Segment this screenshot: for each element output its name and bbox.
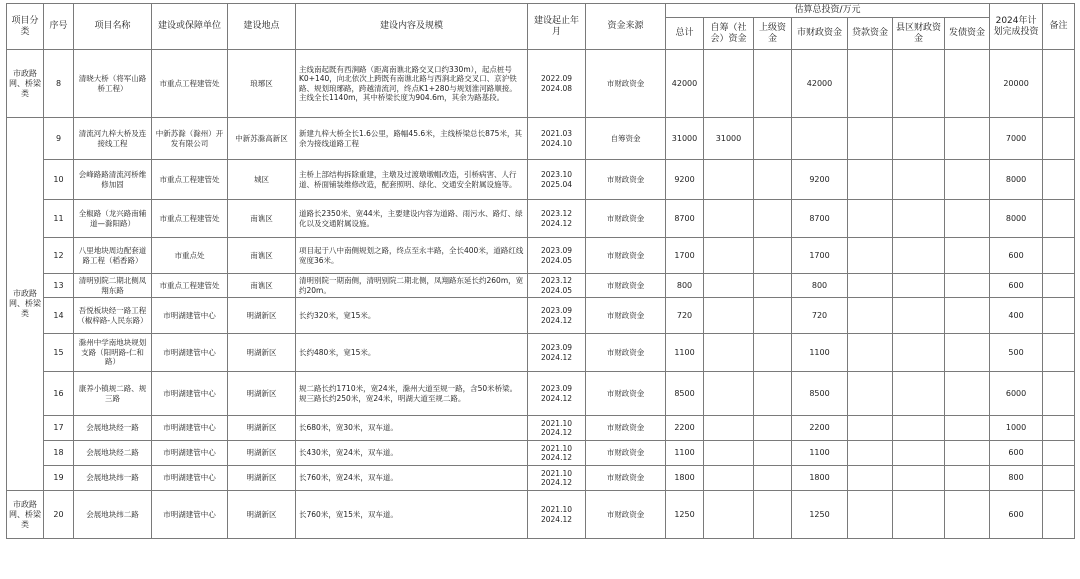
table-row: [7, 200, 1075, 238]
row-loan: [848, 50, 893, 118]
header-location: 建设地点: [228, 4, 296, 50]
row-bond: [945, 200, 990, 238]
row-district: [893, 298, 945, 334]
row-remark: [1043, 334, 1075, 372]
row-name: 清流河九梓大桥及连接线工程: [74, 118, 152, 160]
header-self: 自筹（社会）资金: [704, 18, 754, 50]
row-unit: 市重点工程建管处: [152, 274, 228, 298]
row-total: 1250: [666, 491, 704, 539]
row-plan: 500: [990, 334, 1043, 372]
row-city: [792, 118, 848, 160]
row-location: 中新苏滁高新区: [228, 118, 296, 160]
row-total: 9200: [666, 160, 704, 200]
row-period: 2023.10 2025.04: [528, 160, 586, 200]
row-loan: [848, 372, 893, 416]
row-remark: [1043, 491, 1075, 539]
row-upper: [754, 50, 792, 118]
table-row: [7, 238, 1075, 274]
row-loan: [848, 441, 893, 466]
row-upper: [754, 160, 792, 200]
row-district: [893, 274, 945, 298]
row-content: 长约320米，宽15米。: [296, 298, 528, 334]
row-unit: 市明湖建管中心: [152, 298, 228, 334]
row-seq: 19: [44, 466, 74, 491]
row-name: 康养小镇规二路、规三路: [74, 372, 152, 416]
row-period: 2023.12 2024.05: [528, 274, 586, 298]
row-fund: 市财政资金: [586, 466, 666, 491]
row-content: 长760米，宽15米，双车道。: [296, 491, 528, 539]
row-total: 720: [666, 298, 704, 334]
header-plan: 2024年计划完成投资: [990, 4, 1043, 50]
row-seq: 14: [44, 298, 74, 334]
row-fund: 市财政资金: [586, 334, 666, 372]
row-city: 1700: [792, 238, 848, 274]
row-seq: 9: [44, 118, 74, 160]
row-loan: [848, 298, 893, 334]
row-name: 会展地块纬二路: [74, 491, 152, 539]
row-content: 长760米，宽24米，双车道。: [296, 466, 528, 491]
row-seq: 17: [44, 416, 74, 441]
header-city: 市财政资金: [792, 18, 848, 50]
row-name: 八里地块周边配套道路工程（稻香路）: [74, 238, 152, 274]
row-period: 2021.10 2024.12: [528, 466, 586, 491]
row-total: 42000: [666, 50, 704, 118]
row-city: 1100: [792, 334, 848, 372]
row-total: 1100: [666, 441, 704, 466]
row-content: 规二路长约1710米，宽24米，滁州大道至规一路，含50米桥梁。规三路长约250米，宽24米，明湖大道至规二路。: [296, 372, 528, 416]
row-content: 长约480米，宽15米。: [296, 334, 528, 372]
row-loan: [848, 274, 893, 298]
header-bond: 发债资金: [945, 18, 990, 50]
row-bond: [945, 50, 990, 118]
row-seq: 15: [44, 334, 74, 372]
header-unit: 建设或保障单位: [152, 4, 228, 50]
row-remark: [1043, 298, 1075, 334]
row-remark: [1043, 118, 1075, 160]
row-bond: [945, 160, 990, 200]
row-district: [893, 160, 945, 200]
row-content: 主桥上部结构拆除重建，主墩及过渡墩墩帽改造，引桥病害、人行道、桥面铺装维修改造，配套照明、绿化、交通安全附属设施等。: [296, 160, 528, 200]
row-self: [704, 334, 754, 372]
row-unit: 市重点工程建管处: [152, 160, 228, 200]
row-district: [893, 50, 945, 118]
row-unit: 市明湖建管中心: [152, 334, 228, 372]
row-city: 8500: [792, 372, 848, 416]
row-category: 市政路网、桥梁类: [7, 118, 44, 491]
row-total: 8500: [666, 372, 704, 416]
header-district: 县区财政资金: [893, 18, 945, 50]
row-bond: [945, 334, 990, 372]
row-total: 1800: [666, 466, 704, 491]
row-upper: [754, 238, 792, 274]
table-row: [7, 416, 1075, 441]
row-seq: 20: [44, 491, 74, 539]
row-location: 明湖新区: [228, 298, 296, 334]
row-fund: 市财政资金: [586, 160, 666, 200]
row-period: 2023.09 2024.12: [528, 372, 586, 416]
row-unit: 市明湖建管中心: [152, 491, 228, 539]
row-self: [704, 466, 754, 491]
row-plan: 600: [990, 274, 1043, 298]
row-plan: 800: [990, 466, 1043, 491]
row-name: 会展地块经二路: [74, 441, 152, 466]
row-period: 2021.03 2024.10: [528, 118, 586, 160]
row-unit: 市重点处: [152, 238, 228, 274]
row-content: 长680米，宽30米，双车道。: [296, 416, 528, 441]
header-invest-group: 估算总投资/万元: [666, 4, 990, 18]
row-bond: [945, 298, 990, 334]
row-bond: [945, 238, 990, 274]
row-loan: [848, 238, 893, 274]
table-row: [7, 50, 1075, 118]
row-unit: 市明湖建管中心: [152, 466, 228, 491]
row-city: 800: [792, 274, 848, 298]
row-city: 720: [792, 298, 848, 334]
row-content: 道路长2350米、宽44米，主要建设内容为道路、雨污水、路灯、绿化以及交通附属设施。: [296, 200, 528, 238]
row-bond: [945, 274, 990, 298]
row-plan: 600: [990, 491, 1043, 539]
row-district: [893, 416, 945, 441]
row-unit: 市明湖建管中心: [152, 372, 228, 416]
header-name: 项目名称: [74, 4, 152, 50]
row-upper: [754, 334, 792, 372]
row-location: 琅琊区: [228, 50, 296, 118]
row-period: 2023.09 2024.12: [528, 298, 586, 334]
row-name: 全椒路（龙兴路南辅道—滁阳路）: [74, 200, 152, 238]
row-self: [704, 372, 754, 416]
row-fund: 市财政资金: [586, 274, 666, 298]
header-fund-source: 资金来源: [586, 4, 666, 50]
row-total: 8700: [666, 200, 704, 238]
row-plan: 600: [990, 238, 1043, 274]
row-bond: [945, 416, 990, 441]
row-bond: [945, 466, 990, 491]
project-table-container: [6, 3, 1074, 539]
row-loan: [848, 491, 893, 539]
row-content: 长430米，宽24米，双车道。: [296, 441, 528, 466]
row-period: 2023.12 2024.12: [528, 200, 586, 238]
row-city: 9200: [792, 160, 848, 200]
row-district: [893, 372, 945, 416]
row-self: [704, 238, 754, 274]
row-remark: [1043, 160, 1075, 200]
row-upper: [754, 491, 792, 539]
row-remark: [1043, 416, 1075, 441]
row-content: 清明别院一期南侧，清明别院二期北侧，凤翔路东延长约260m，宽约20m。: [296, 274, 528, 298]
table-row: [7, 372, 1075, 416]
row-district: [893, 118, 945, 160]
row-self: [704, 416, 754, 441]
row-loan: [848, 160, 893, 200]
row-name: 会展地块经一路: [74, 416, 152, 441]
row-plan: 8000: [990, 160, 1043, 200]
row-upper: [754, 200, 792, 238]
row-name: 会峰路路清流河桥维修加固: [74, 160, 152, 200]
table-body: [7, 50, 1075, 539]
row-self: [704, 200, 754, 238]
row-loan: [848, 200, 893, 238]
row-district: [893, 238, 945, 274]
row-seq: 13: [44, 274, 74, 298]
row-total: 800: [666, 274, 704, 298]
row-period: 2021.10 2024.12: [528, 441, 586, 466]
row-location: 南谯区: [228, 200, 296, 238]
row-upper: [754, 274, 792, 298]
row-remark: [1043, 238, 1075, 274]
row-plan: 400: [990, 298, 1043, 334]
row-period: 2023.09 2024.05: [528, 238, 586, 274]
row-loan: [848, 466, 893, 491]
row-city: 1100: [792, 441, 848, 466]
table-row: [7, 160, 1075, 200]
row-plan: 1000: [990, 416, 1043, 441]
row-period: 2021.10 2024.12: [528, 416, 586, 441]
row-self: [704, 441, 754, 466]
row-content: 新建九梓大桥全长1.6公里，路幅45.6米，主线桥梁总长875米，其余为接线道路工程: [296, 118, 528, 160]
row-upper: [754, 372, 792, 416]
header-remark: 备注: [1043, 4, 1075, 50]
table-row: [7, 118, 1075, 160]
row-seq: 8: [44, 50, 74, 118]
row-unit: 市明湖建管中心: [152, 441, 228, 466]
row-loan: [848, 416, 893, 441]
row-remark: [1043, 50, 1075, 118]
row-district: [893, 466, 945, 491]
row-district: [893, 491, 945, 539]
row-bond: [945, 491, 990, 539]
row-fund: 市财政资金: [586, 238, 666, 274]
row-location: 明湖新区: [228, 466, 296, 491]
row-location: 明湖新区: [228, 416, 296, 441]
row-unit: 市重点工程建管处: [152, 50, 228, 118]
row-seq: 18: [44, 441, 74, 466]
row-location: 南谯区: [228, 274, 296, 298]
row-content: 项目起于八中南侧规划之路，终点至永丰路，全长400米，道路红线宽度36米。: [296, 238, 528, 274]
row-fund: 市财政资金: [586, 441, 666, 466]
row-city: 1800: [792, 466, 848, 491]
row-plan: 6000: [990, 372, 1043, 416]
row-remark: [1043, 200, 1075, 238]
row-loan: [848, 334, 893, 372]
row-bond: [945, 441, 990, 466]
row-location: 明湖新区: [228, 491, 296, 539]
row-upper: [754, 118, 792, 160]
project-table: [6, 3, 1075, 539]
row-bond: [945, 372, 990, 416]
row-total: 1700: [666, 238, 704, 274]
row-location: 南谯区: [228, 238, 296, 274]
row-total: 31000: [666, 118, 704, 160]
row-city: 42000: [792, 50, 848, 118]
row-self: [704, 298, 754, 334]
row-remark: [1043, 441, 1075, 466]
row-unit: 中新苏滁（滁州）开发有限公司: [152, 118, 228, 160]
row-remark: [1043, 274, 1075, 298]
row-self: 31000: [704, 118, 754, 160]
row-period: 2023.09 2024.12: [528, 334, 586, 372]
row-name: 会展地块纬一路: [74, 466, 152, 491]
header-upper: 上级资金: [754, 18, 792, 50]
row-seq: 10: [44, 160, 74, 200]
row-loan: [848, 118, 893, 160]
row-remark: [1043, 372, 1075, 416]
row-name: 清晓大桥（将军山路桥工程）: [74, 50, 152, 118]
table-row: [7, 334, 1075, 372]
row-district: [893, 441, 945, 466]
row-total: 1100: [666, 334, 704, 372]
row-name: 清明别院二期北侧凤翔东路: [74, 274, 152, 298]
row-city: 1250: [792, 491, 848, 539]
row-self: [704, 491, 754, 539]
row-self: [704, 160, 754, 200]
row-fund: 自筹资金: [586, 118, 666, 160]
row-total: 2200: [666, 416, 704, 441]
row-upper: [754, 416, 792, 441]
row-category: 市政路网、桥梁类: [7, 50, 44, 118]
row-self: [704, 274, 754, 298]
row-location: 明湖新区: [228, 441, 296, 466]
row-plan: 600: [990, 441, 1043, 466]
row-fund: 市财政资金: [586, 491, 666, 539]
row-seq: 11: [44, 200, 74, 238]
row-unit: 市重点工程建管处: [152, 200, 228, 238]
row-remark: [1043, 466, 1075, 491]
row-city: 2200: [792, 416, 848, 441]
row-plan: 7000: [990, 118, 1043, 160]
header-seq: 序号: [44, 4, 74, 50]
header-period: 建设起止年月: [528, 4, 586, 50]
row-name: 滁州中学南地块规划支路（阳明路-仁和路）: [74, 334, 152, 372]
header-category: 项目分类: [7, 4, 44, 50]
row-location: 明湖新区: [228, 334, 296, 372]
row-district: [893, 200, 945, 238]
row-fund: 市财政资金: [586, 200, 666, 238]
row-seq: 16: [44, 372, 74, 416]
row-name: 吾悦板块经一路工程（椒梓路-人民东路）: [74, 298, 152, 334]
row-bond: [945, 118, 990, 160]
row-content: 主线南起既有西涧路（距离南谯北路交叉口约330m），起点桩号K0+140，向北依次上跨既有南谯北路与西涧北路交叉口、京沪铁路、规划琅琊路，跨越清流河，终点K1+280与规划淮河路顺接。主线全长1140m，其中桥梁长度为904.6m，其余为路基段。: [296, 50, 528, 118]
row-upper: [754, 466, 792, 491]
row-fund: 市财政资金: [586, 372, 666, 416]
row-unit: 市明湖建管中心: [152, 416, 228, 441]
table-row: [7, 466, 1075, 491]
header-content: 建设内容及规模: [296, 4, 528, 50]
header-loan: 贷款资金: [848, 18, 893, 50]
row-fund: 市财政资金: [586, 50, 666, 118]
row-period: 2022.09 2024.08: [528, 50, 586, 118]
row-location: 城区: [228, 160, 296, 200]
row-plan: 20000: [990, 50, 1043, 118]
row-location: 明湖新区: [228, 372, 296, 416]
row-fund: 市财政资金: [586, 416, 666, 441]
table-row: [7, 491, 1075, 539]
row-self: [704, 50, 754, 118]
row-seq: 12: [44, 238, 74, 274]
row-period: 2021.10 2024.12: [528, 491, 586, 539]
row-category: 市政路网、桥梁类: [7, 491, 44, 539]
row-upper: [754, 441, 792, 466]
table-row: [7, 298, 1075, 334]
row-district: [893, 334, 945, 372]
row-upper: [754, 298, 792, 334]
row-city: 8700: [792, 200, 848, 238]
header-total: 总计: [666, 18, 704, 50]
table-row: [7, 441, 1075, 466]
table-row: [7, 274, 1075, 298]
row-plan: 8000: [990, 200, 1043, 238]
row-fund: 市财政资金: [586, 298, 666, 334]
